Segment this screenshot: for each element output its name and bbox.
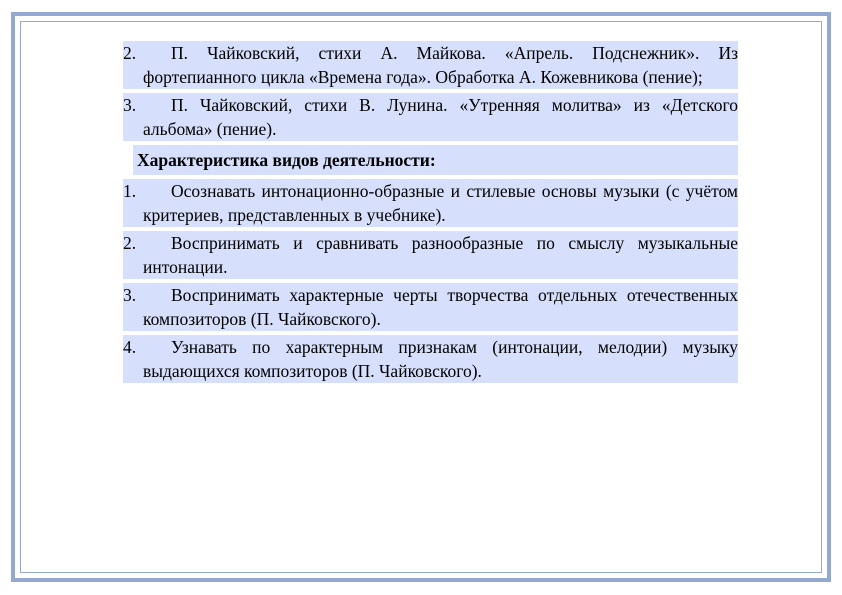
section-heading-row	[123, 145, 738, 175]
list-item-text: Осознавать интонационно-образные и стилевые основы музыки (с учётом критериев, представленных в учебнике).	[143, 181, 738, 225]
list-item	[123, 283, 738, 331]
list-item-text: П. Чайковский, стихи А. Майкова. «Апрель. Подснежник». Из фортепианного цикла «Времена года». Обработка А. Кожевникова (пение);	[143, 43, 738, 87]
list-item	[123, 93, 738, 141]
list-item	[123, 179, 738, 227]
list-item-text: Узнавать по характерным признакам (интонации, мелодии) музыку выдающихся композиторов (П. Чайковского).	[143, 337, 738, 381]
list-item-number: 3.	[123, 95, 137, 115]
list-item-text: П. Чайковский, стихи В. Лунина. «Утренняя молитва» из «Детского альбома» (пение).	[143, 95, 738, 139]
list-item-text: Воспринимать и сравнивать разнообразные по смыслу музыкальные интонации.	[143, 233, 738, 277]
list-item	[123, 41, 738, 89]
slide-content	[123, 41, 738, 383]
list-item-number: 3.	[123, 285, 137, 305]
list-item	[123, 231, 738, 279]
list-item-number: 2.	[123, 43, 137, 63]
list-item-number: 1.	[123, 181, 137, 201]
list-item	[123, 335, 738, 383]
section-heading: Характеристика видов деятельности:	[133, 145, 738, 175]
list-item-text: Воспринимать характерные черты творчества отдельных отечественных композиторов (П. Чайковского).	[143, 285, 738, 329]
list-item-number: 2.	[123, 233, 137, 253]
list-item-number: 4.	[123, 337, 137, 357]
